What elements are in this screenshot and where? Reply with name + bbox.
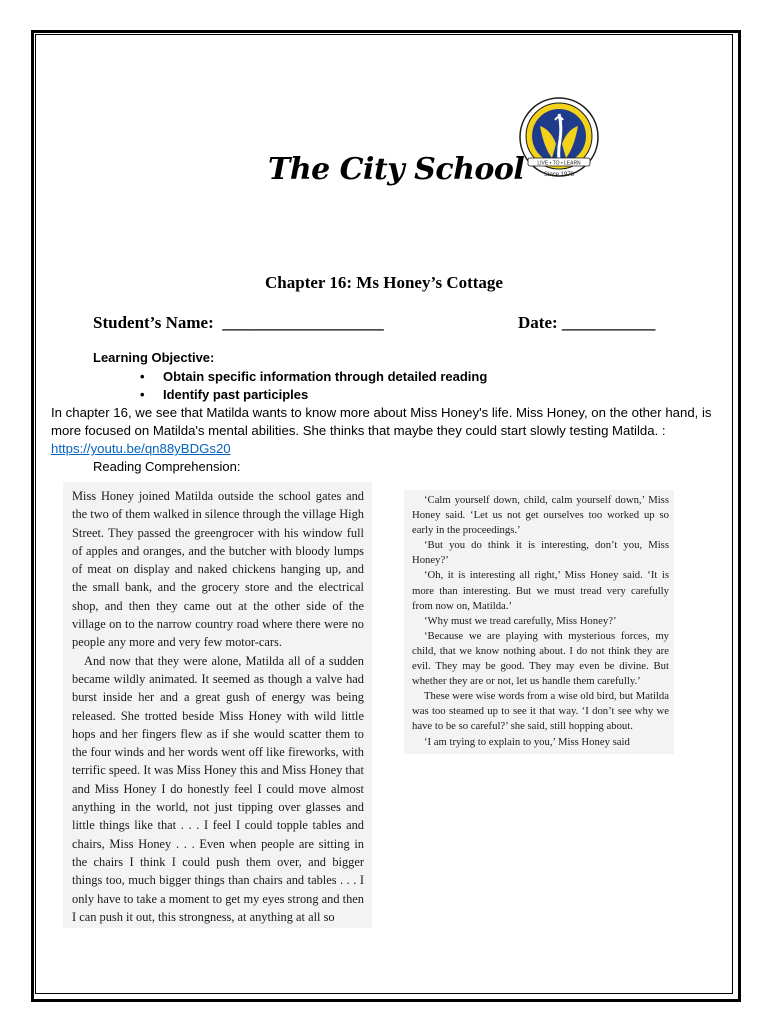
student-name-field [93,313,384,333]
passage-paragraph: ‘Why must we tread carefully, Miss Honey?’ [424,614,617,627]
student-name-label: Student’s Name: [93,313,214,332]
video-link[interactable]: https://youtu.be/qn88yBDGs20 [51,441,231,456]
passage-paragraph: ‘Because we are playing with mysterious forces, my child, that we know nothing about. I do not think they are evil. They may be good. They may even be divine. But whether they are or not, let us handle them carefully.’ [412,629,669,688]
school-logo [518,96,600,182]
passage-paragraph: These were wise words from a wise old bird, but Matilda was too steamed up to see it that way. ‘I don’t see why we have to be so careful?’ she said, still hopping about. [412,690,669,733]
reading-passage-right [404,490,674,754]
logo-since: Since 1978 [543,172,575,178]
passage-paragraph: Miss Honey joined Matilda outside the school gates and the two of them walked in silence through the village High Street. They passed the greengrocer with his window full of apples and oranges, and the butcher with bloody lumps of meat on display and naked chickens hanging up, and the small bank, and the grocery store and the electrical shop, and then they came out at the other side of the village on to the narrow country road where there were no people any more and very few motor-cars. [72,489,364,650]
intro-paragraph [51,404,741,458]
objective-item: • Obtain specific information through detailed reading [140,368,487,386]
learning-objective-title: Learning Objective: [93,350,215,365]
reading-passage-left [63,482,372,928]
date-field [518,313,655,333]
chapter-title: Chapter 16: Ms Honey’s Cottage [265,273,503,292]
passage-paragraph: And now that they were alone, Matilda all of a sudden became wildly animated. It seemed as though a valve had burst inside her and a great gush of energy was being released. She trotted beside Miss Honey with wild little hops and her fingers flew as if she would scatter them to the four winds and her words went off like fireworks, with terrific speed. It was Miss Honey this and Miss Honey that and Miss Honey I do honestly feel I could move almost anything in the world, not just tipping over glasses and little things like that . . . I feel I could topple tables and chairs, Miss Honey . . . Even when people are sitting in the chairs I think I could push them over, and bigger things too, much bigger things than chairs and tables . . . I only have to take a moment to get my eyes strong and then I can push it out, this strongness, at anything at all so [72,653,364,924]
logo-motto: LIVE • TO • LEARN [537,160,581,167]
passage-paragraph: ‘Oh, it is interesting all right,’ Miss Honey said. ‘It is more than interesting. But we must tread very carefully from now on, Matilda.’ [412,569,669,612]
intro-text: In chapter 16, we see that Matilda wants to know more about Miss Honey's life. Miss Honey, on the other hand, is more focused on Matilda's mental abilities. She thinks that maybe they could start slowly testing Matilda. : [51,405,712,438]
school-name: The City School [268,152,525,187]
reading-comprehension-title: Reading Comprehension: [93,459,241,474]
passage-paragraph: ‘Calm yourself down, child, calm yourself down,’ Miss Honey said. ‘Let us not get ourselves too worked up so early in the proceedings.’ [412,494,669,537]
student-name-blank: ___________________ [222,313,384,332]
passage-paragraph: ‘I am trying to explain to you,’ Miss Honey said [424,735,630,748]
date-blank: ___________ [561,313,656,332]
objective-list [140,368,487,404]
objective-item: • Identify past participles [140,386,487,404]
date-label: Date: [518,313,558,332]
passage-paragraph: ‘But you do think it is interesting, don’t you, Miss Honey?’ [412,539,669,567]
